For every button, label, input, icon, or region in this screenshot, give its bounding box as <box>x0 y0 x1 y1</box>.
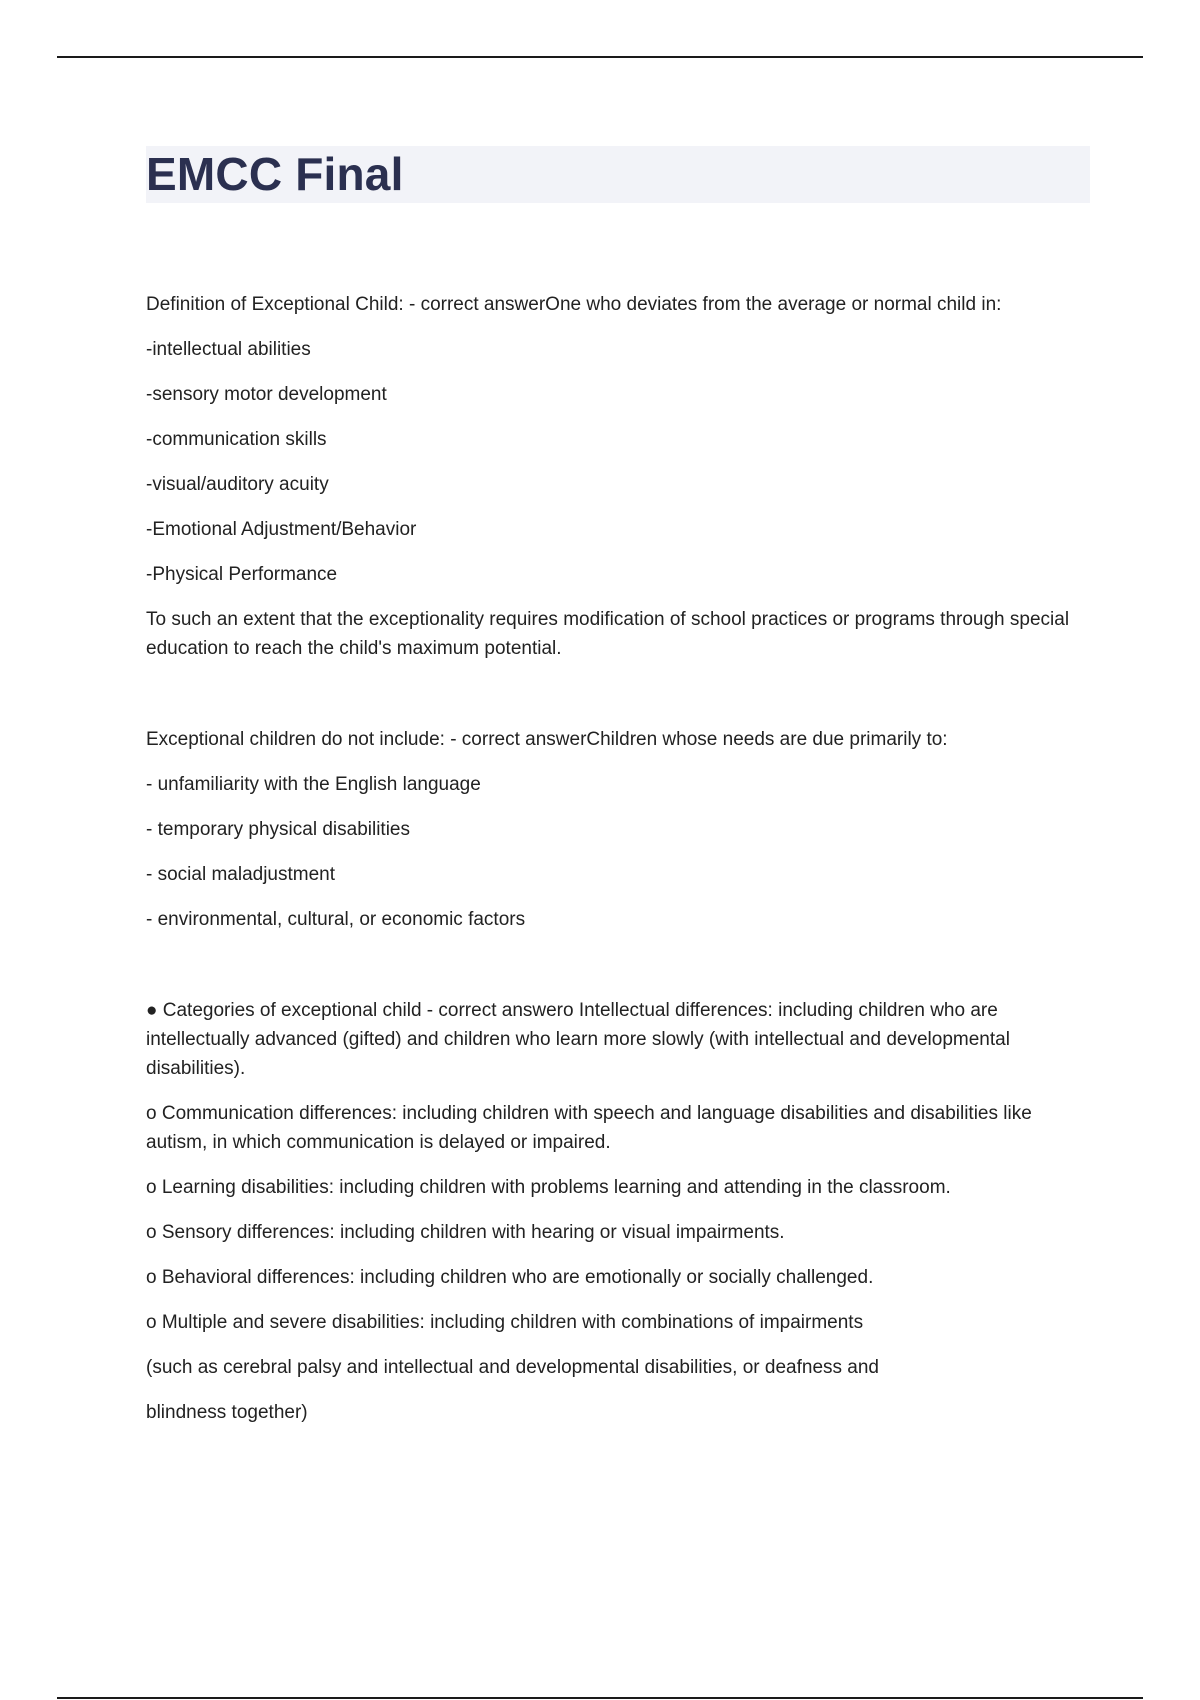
list-item: -Emotional Adjustment/Behavior <box>146 519 417 540</box>
list-item: -sensory motor development <box>146 384 387 405</box>
list-item-continuation: (such as cerebral palsy and intellectual and developmental disabilities, or deafness and <box>146 1357 879 1378</box>
list-item: - unfamiliarity with the English language <box>146 774 481 795</box>
list-item: -Physical Performance <box>146 564 338 585</box>
list-item-continuation: blindness together) <box>146 1402 308 1423</box>
list-item: - environmental, cultural, or economic factors <box>146 909 526 930</box>
card-separator <box>146 950 1090 996</box>
document-body <box>146 290 1090 1443</box>
list-item: o Communication differences: including children with speech and language disabilities and disabilities like autism, in which communication is delayed or impaired. <box>146 1103 1032 1153</box>
flashcard-categories-exceptional-child <box>146 996 1090 1427</box>
card-question-answer: Exceptional children do not include: - correct answerChildren whose needs are due primarily to: <box>146 729 948 750</box>
card-question-answer: ● Categories of exceptional child - correct answero Intellectual differences: including children who are intellectually advanced (gifted) and children who learn more slowly (with intellectual and developmental disabilities). <box>146 1000 1010 1079</box>
list-item: o Sensory differences: including children with hearing or visual impairments. <box>146 1222 785 1243</box>
bottom-divider <box>57 1697 1143 1699</box>
card-question-answer: Definition of Exceptional Child: - correct answerOne who deviates from the average or normal child in: <box>146 294 1002 315</box>
card-separator <box>146 679 1090 725</box>
document-title: EMCC Final <box>146 148 404 200</box>
flashcard-definition-exceptional-child <box>146 290 1090 663</box>
list-item: -intellectual abilities <box>146 339 311 360</box>
top-divider <box>57 56 1143 58</box>
list-item: -visual/auditory acuity <box>146 474 329 495</box>
flashcard-exceptional-not-include <box>146 725 1090 934</box>
list-item: -communication skills <box>146 429 327 450</box>
list-item: o Behavioral differences: including children who are emotionally or socially challenged. <box>146 1267 874 1288</box>
list-item: o Learning disabilities: including children with problems learning and attending in the classroom. <box>146 1177 951 1198</box>
card-paragraph: To such an extent that the exceptionality requires modification of school practices or programs through special education to reach the child's maximum potential. <box>146 609 1070 659</box>
list-item: - temporary physical disabilities <box>146 819 410 840</box>
list-item: o Multiple and severe disabilities: including children with combinations of impairments <box>146 1312 864 1333</box>
list-item: - social maladjustment <box>146 864 336 885</box>
